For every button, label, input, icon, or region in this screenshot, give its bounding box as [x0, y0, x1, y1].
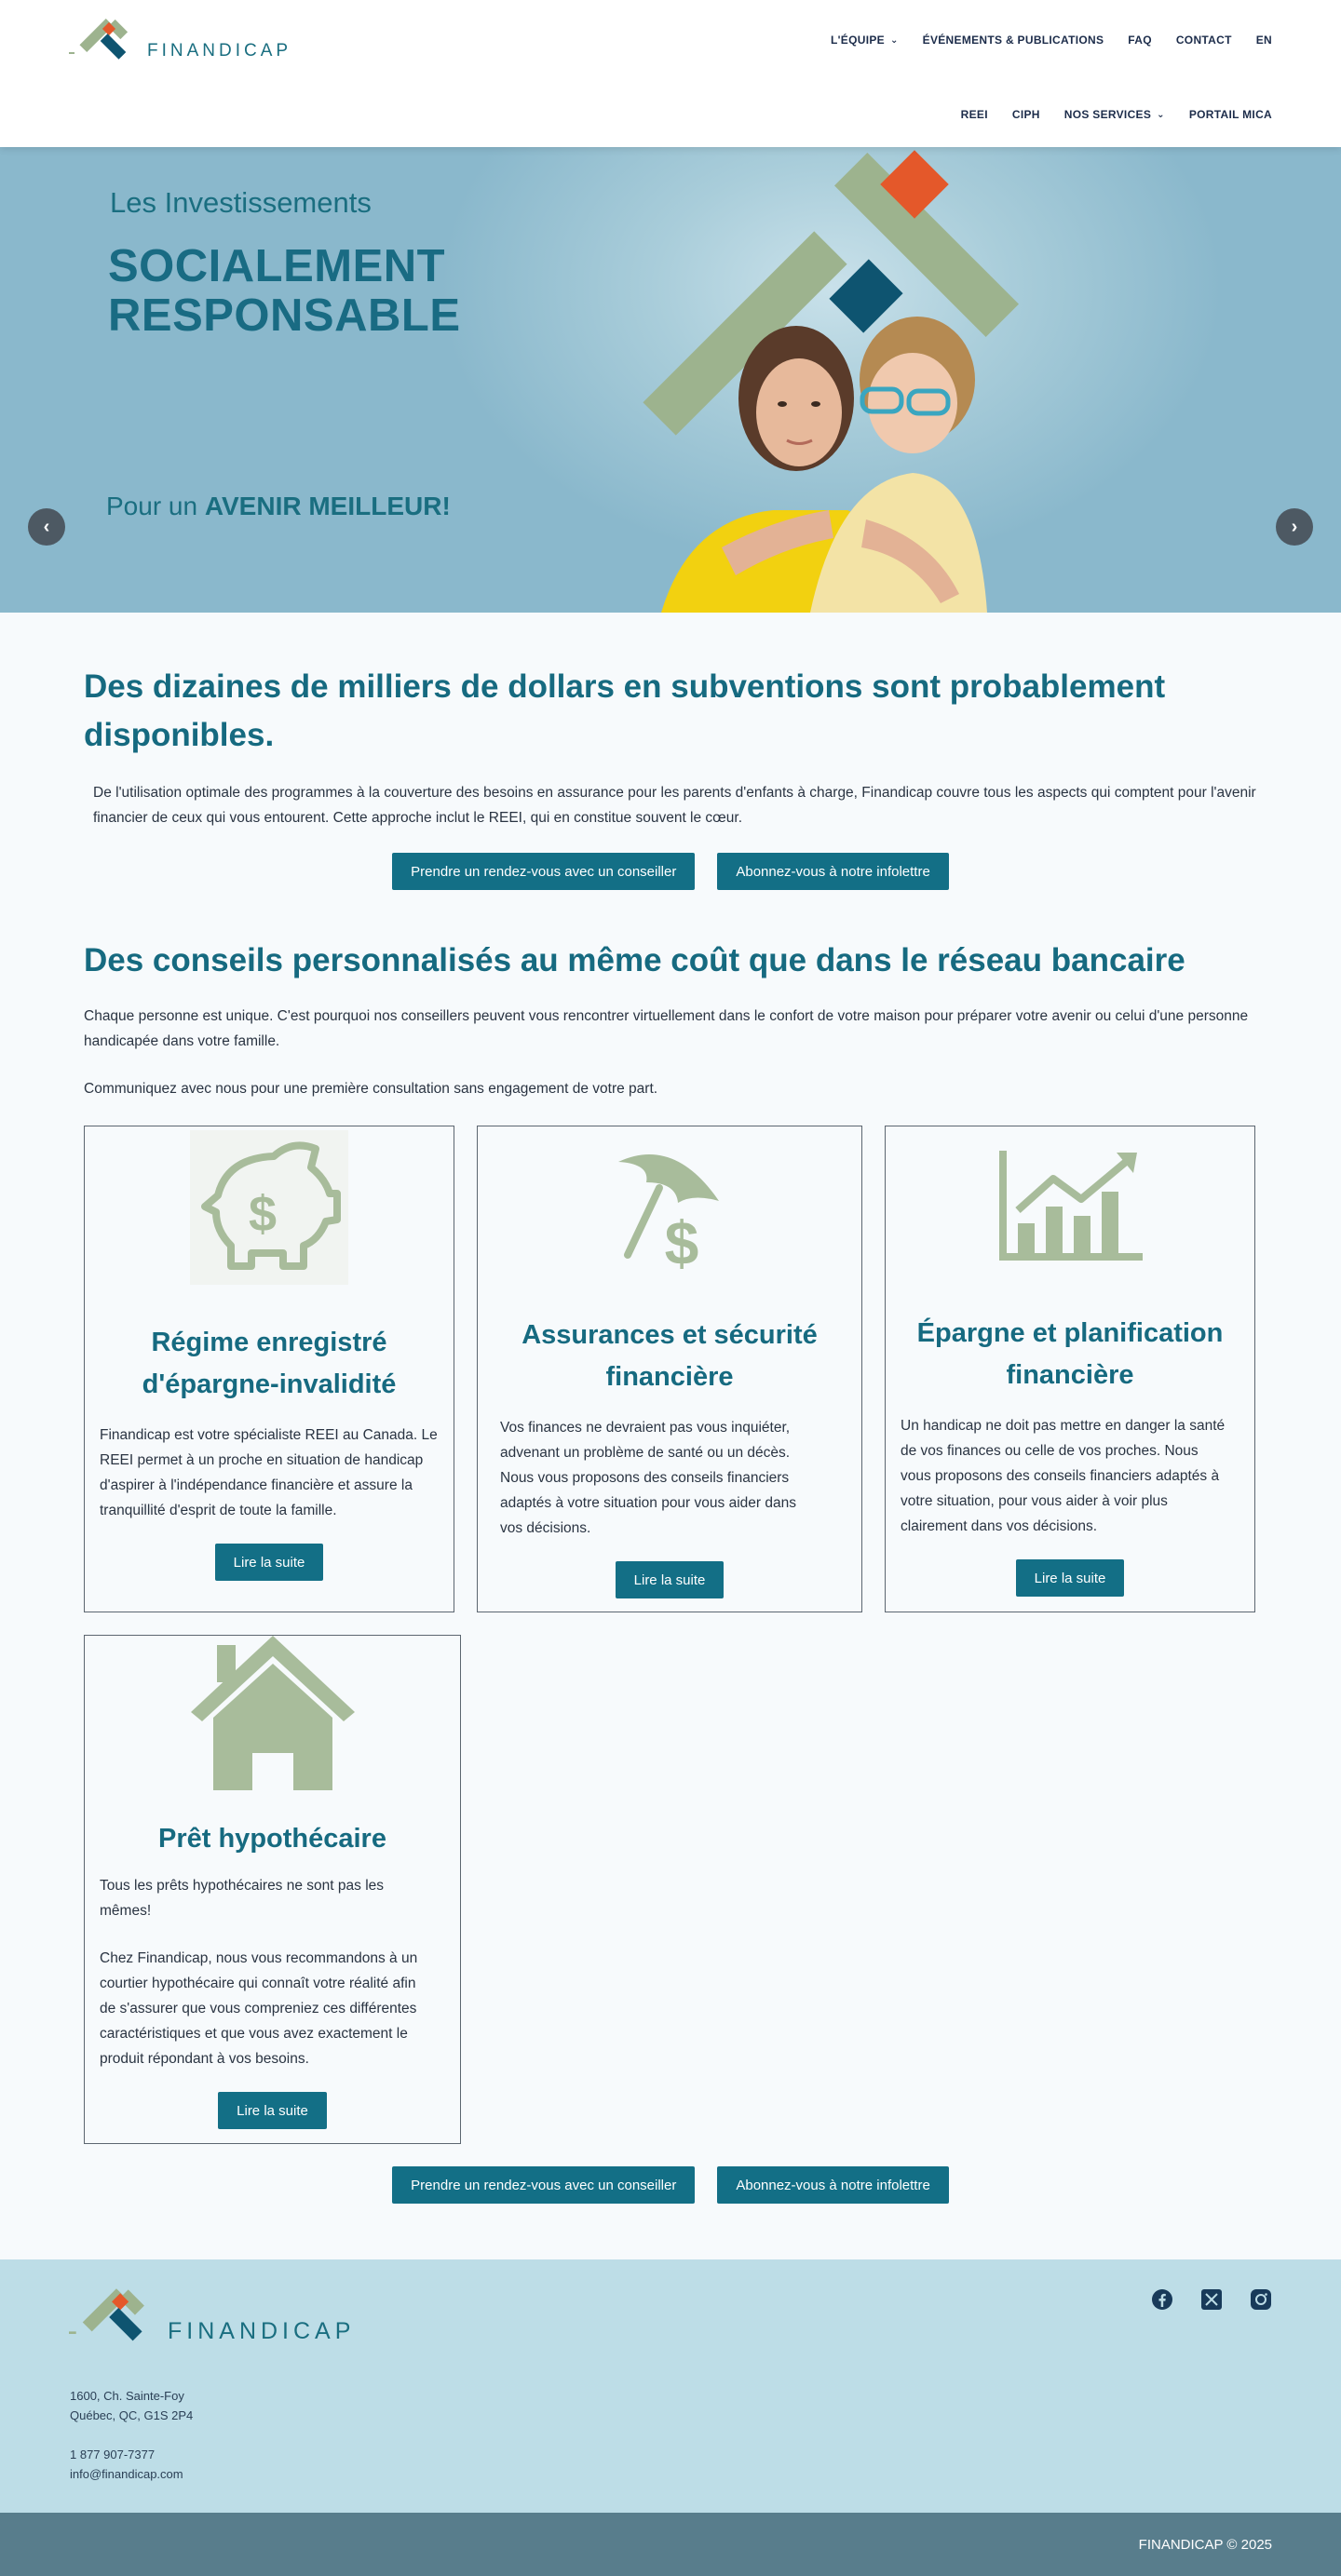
read-more-button[interactable]: Lire la suite: [215, 1544, 324, 1581]
newsletter-button[interactable]: Abonnez-vous à notre infolettre: [717, 2166, 948, 2204]
card-icon-wrap: [85, 1126, 454, 1285]
hero-image: [633, 147, 1080, 613]
secondary-navigation: [961, 108, 1272, 121]
x-twitter-icon[interactable]: [1199, 2287, 1223, 2311]
finandicap-logo-icon: [69, 19, 142, 63]
nav-item-evenements[interactable]: ÉVÉNEMENTS & PUBLICATIONS: [922, 34, 1104, 47]
hero-tagline: Pour un AVENIR MEILLEUR!: [106, 492, 451, 520]
copyright-text: FINANDICAP © 2025: [1138, 2536, 1272, 2553]
card-text: Finandicap est votre spécialiste REEI au Canada. Le REEI permet à un proche en situation de handicap d'aspirer à l'indépendance financière et assure la tranquillité d'esprit de toute la famille.: [100, 1427, 438, 1518]
card-title: Épargne et planification financière: [916, 1318, 1224, 1390]
svg-text:$: $: [248, 1186, 278, 1242]
card-text: Un handicap ne doit pas mettre en danger la santé de vos finances ou celle de vos proches. Nous vous proposons des conseils financiers adaptés à votre situation, pour vous aider à voir plus clairement dans vos décisions.: [901, 1418, 1226, 1534]
intro-text: De l'utilisation optimale des programmes à la couverture des besoins en assurance pour les parents d'enfants à charge, Finandicap couvre tous les aspects qui comptent pour l'avenir financier de ceux qui vous entourent. Cette approche inclut le REEI, qui en constitue souvent le cœur.: [93, 785, 1256, 826]
header-logo[interactable]: [69, 19, 291, 63]
slider-next-button[interactable]: [1276, 508, 1313, 546]
house-icon: [191, 1636, 355, 1790]
read-more-button[interactable]: Lire la suite: [218, 2092, 327, 2129]
intro-buttons: [84, 853, 1257, 890]
chevron-left-icon: ‹: [43, 516, 50, 537]
instagram-icon[interactable]: [1249, 2287, 1272, 2311]
card-hypotheque: [84, 1635, 461, 2144]
intro-heading: Des dizaines de milliers de dollars en subventions sont probablement disponibles.: [84, 668, 1166, 753]
nav-item-reei[interactable]: REEI: [960, 108, 988, 121]
card-reei: [84, 1126, 454, 1612]
umbrella-dollar-icon: [609, 1145, 730, 1272]
services-cards-row-2: [84, 1635, 1257, 2144]
read-more-button[interactable]: Lire la suite: [1016, 1559, 1125, 1597]
slider-prev-button[interactable]: [28, 508, 65, 546]
logo-wordmark: FINANDICAP: [168, 2318, 356, 2344]
facebook-icon[interactable]: [1150, 2287, 1173, 2311]
card-text: Vos finances ne devraient pas vous inquiéter, advenant un problème de santé ou un décès. Nous vous proposons des conseils financiers adaptés à votre situation pour vous aider dans vos décisions.: [500, 1420, 796, 1536]
nav-item-ciph[interactable]: CIPH: [1011, 108, 1040, 121]
card-title: Prêt hypothécaire: [158, 1824, 386, 1854]
nav-item-equipe[interactable]: L'ÉQUIPE ⌄: [831, 34, 899, 47]
contact-info: [70, 2386, 193, 2484]
hero-title: SOCIALEMENT RESPONSABLE: [108, 241, 461, 341]
services-cards: [84, 1126, 1257, 1612]
appointment-button[interactable]: Prendre un rendez-vous avec un conseiller: [392, 853, 695, 890]
finandicap-logo-icon: [69, 2287, 162, 2347]
advice-text: Chaque personne est unique. C'est pourquoi nos conseillers peuvent vous rencontrer virtuellement dans le confort de votre maison pour préparer votre avenir ou celui d'une personne handicapée dans votre famille.: [84, 1008, 1249, 1049]
growth-chart-icon: [996, 1151, 1145, 1262]
nav-item-services[interactable]: NOS SERVICES ⌄: [1063, 108, 1165, 121]
nav-item-portail-mica[interactable]: PORTAIL MICA: [1188, 108, 1272, 121]
nav-item-language[interactable]: EN: [1255, 34, 1272, 47]
main-content: [0, 613, 1341, 2259]
address-line-2: Québec, QC, G1S 2P4: [70, 2408, 194, 2422]
hero-subtitle: Les Investissements: [110, 186, 372, 219]
intro-section: [84, 613, 1257, 890]
card-text: Chez Finandicap, nous vous recommandons à un courtier hypothécaire qui connaît votre réalité afin de s'assurer que vous compreniez ces différentes caractéristiques et que vous avez exactement le produit répondant à vos besoins.: [100, 1950, 418, 2067]
bottom-buttons: [84, 2166, 1257, 2259]
card-text: Tous les prêts hypothécaires ne sont pas les mêmes!: [100, 1878, 385, 1919]
site-footer: [0, 2259, 1341, 2513]
advice-heading: Des conseils personnalisés au même coût que dans le réseau bancaire: [84, 942, 1185, 978]
email-link[interactable]: info@finandicap.com: [70, 2467, 183, 2481]
appointment-button[interactable]: Prendre un rendez-vous avec un conseiller: [392, 2166, 695, 2204]
nav-item-contact[interactable]: CONTACT: [1175, 34, 1232, 47]
social-links: [1150, 2287, 1272, 2311]
hero-slider: [0, 147, 1341, 613]
top-navigation: [831, 34, 1272, 47]
nav-item-faq[interactable]: FAQ: [1128, 34, 1152, 47]
copyright-bar: [0, 2513, 1341, 2576]
piggy-bank-icon: [190, 1130, 348, 1285]
read-more-button[interactable]: Lire la suite: [616, 1561, 725, 1598]
chevron-down-icon: ⌄: [889, 34, 899, 46]
advice-section: [84, 890, 1257, 2259]
svg-text:$: $: [664, 1208, 699, 1272]
site-header: [0, 0, 1341, 147]
card-assurances: [477, 1126, 862, 1612]
newsletter-button[interactable]: Abonnez-vous à notre infolettre: [717, 853, 948, 890]
footer-logo[interactable]: [69, 2287, 355, 2347]
address-line-1: 1600, Ch. Sainte-Foy: [70, 2389, 184, 2403]
chevron-down-icon: ⌄: [1157, 109, 1165, 120]
chevron-right-icon: ›: [1291, 516, 1298, 537]
card-title: Régime enregistré d'épargne-invalidité: [142, 1328, 397, 1399]
logo-wordmark: FINANDICAP: [147, 41, 292, 61]
phone-number[interactable]: 1 877 907-7377: [70, 2448, 156, 2461]
advice-cta-text: Communiquez avec nous pour une première consultation sans engagement de votre part.: [84, 1081, 658, 1097]
card-title: Assurances et sécurité financière: [522, 1320, 818, 1392]
card-epargne: [885, 1126, 1255, 1612]
